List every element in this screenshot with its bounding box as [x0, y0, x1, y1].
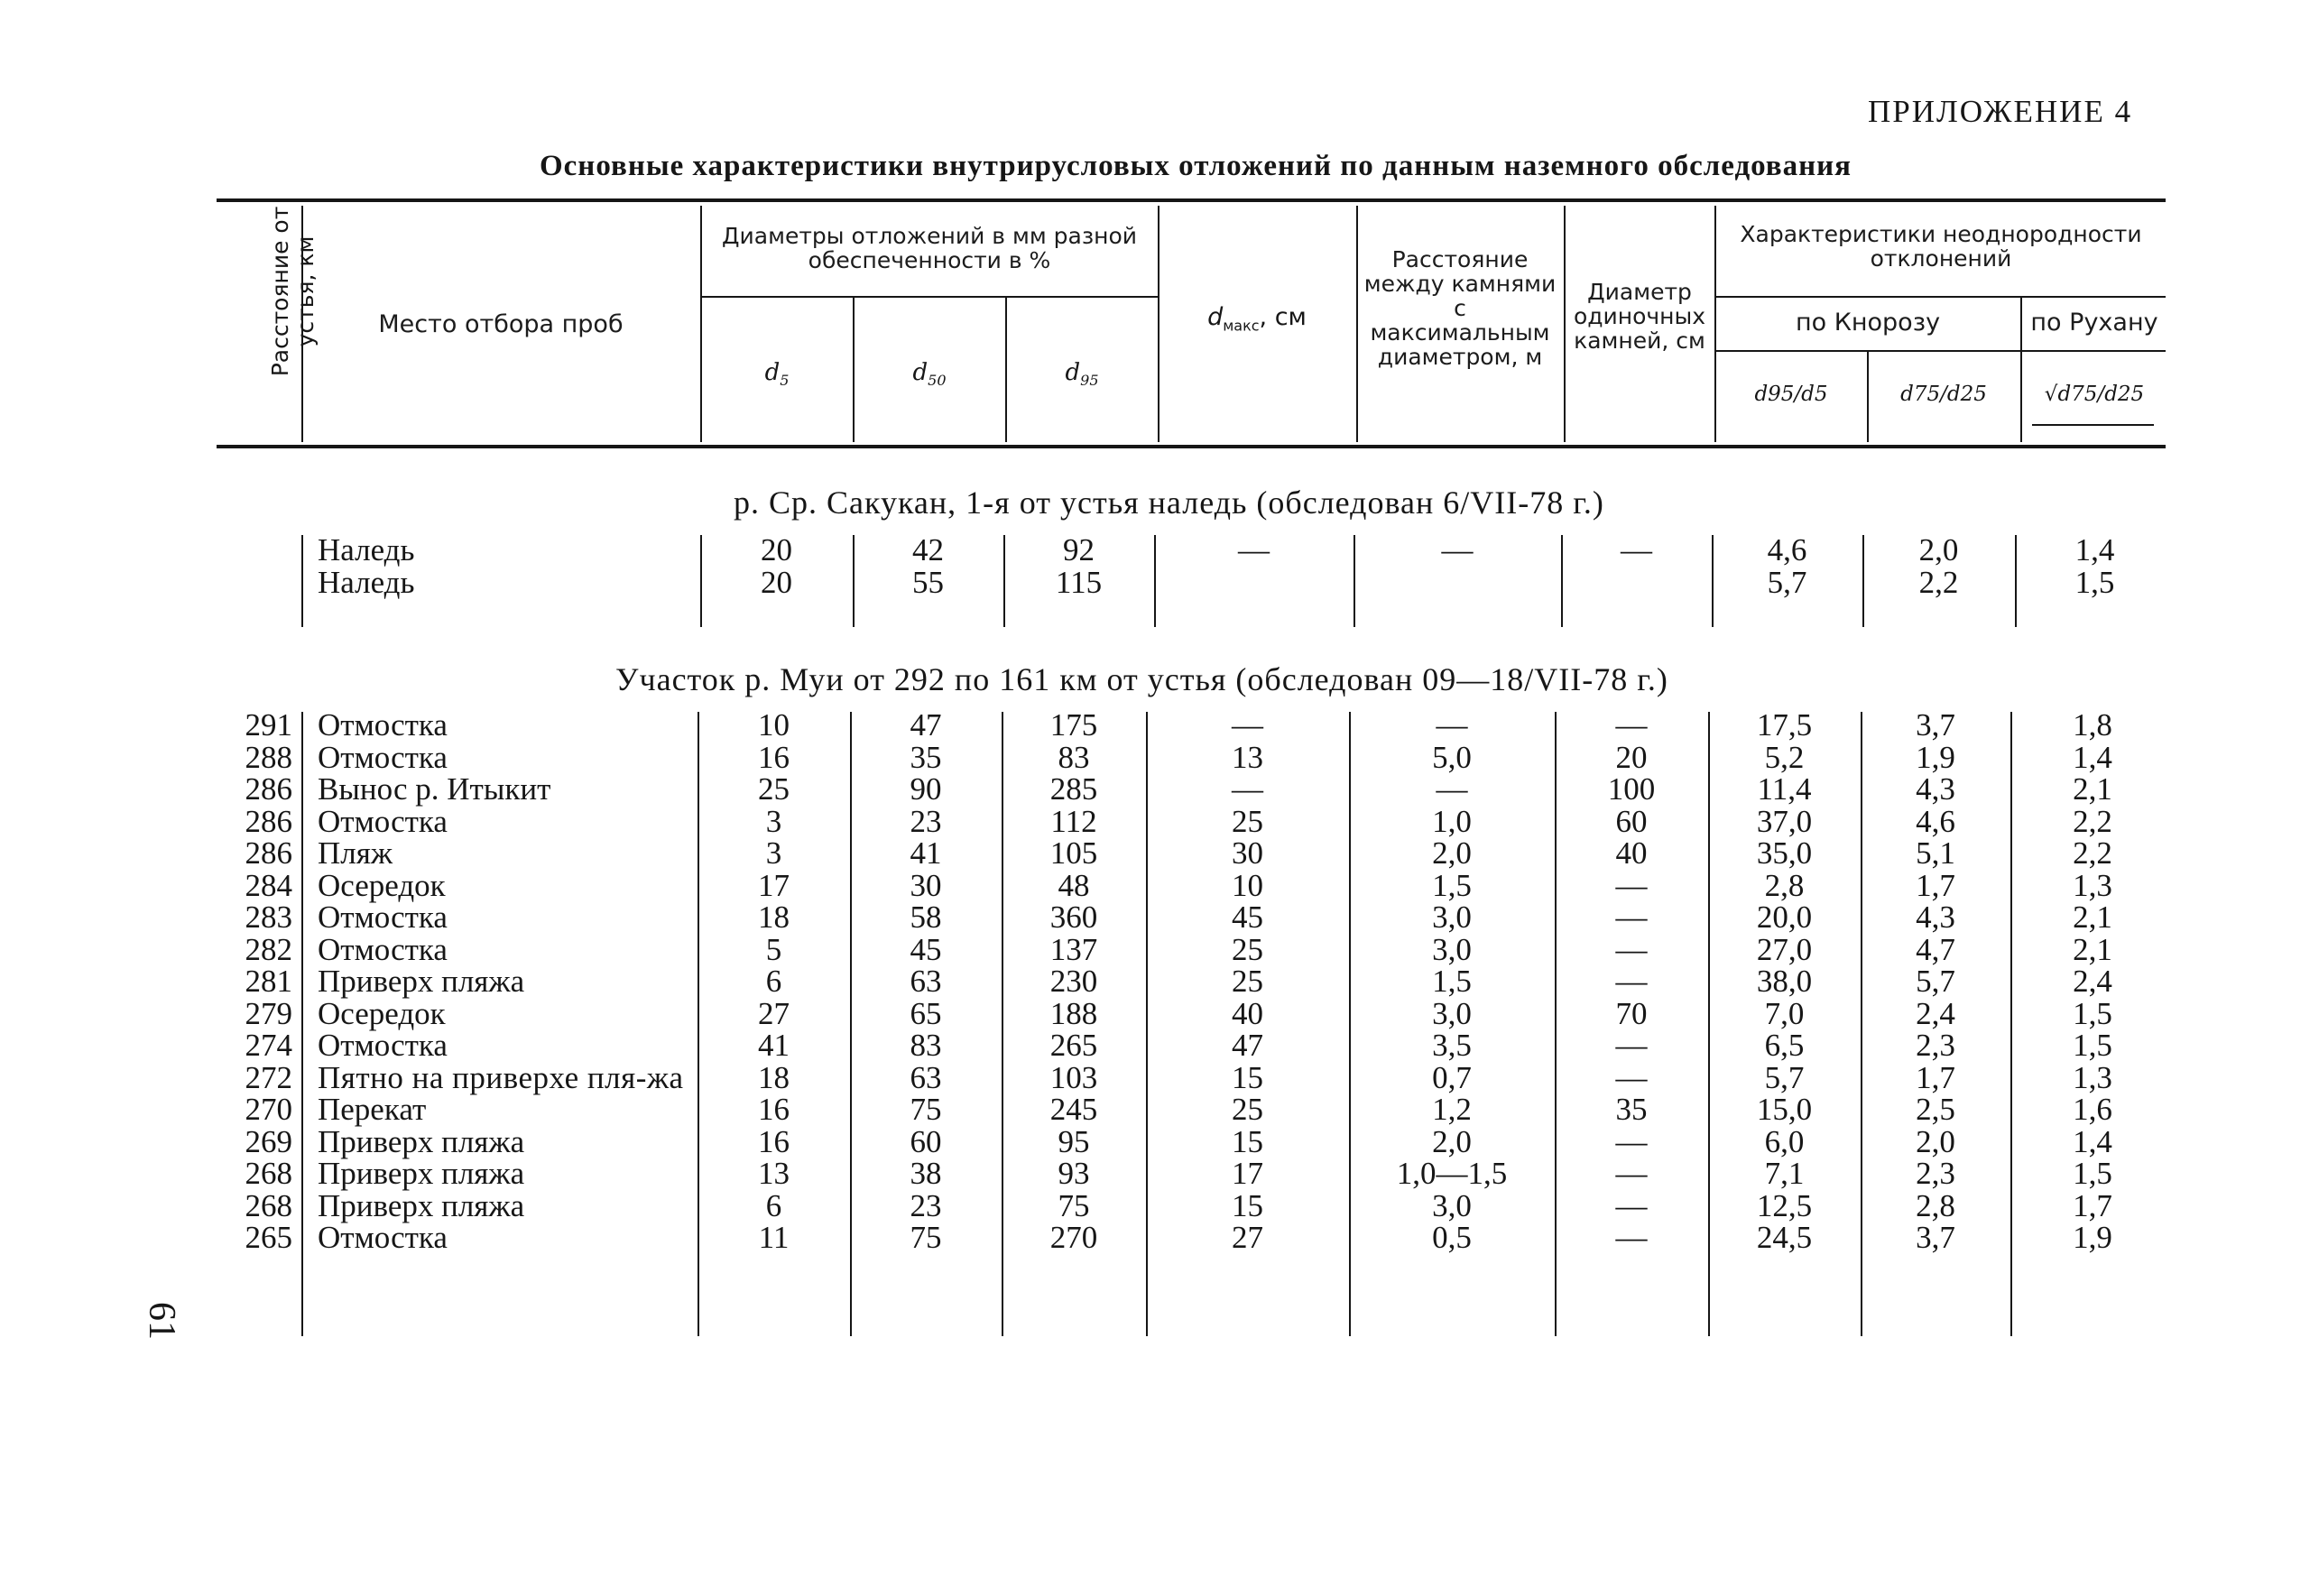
row-dmax: 30 [1232, 835, 1263, 871]
row-spacing: — [1436, 771, 1468, 807]
row-single-stones: — [1615, 1028, 1648, 1063]
row-d50: 75 [910, 1220, 942, 1255]
row-rukhan: 1,5 [2073, 995, 2112, 1031]
header-rukhan: по Рухану [2030, 309, 2158, 337]
row-knoroz-d75-d25: 4,7 [1916, 931, 1955, 967]
row-place: Перекат [318, 1092, 427, 1127]
row-d5: 13 [758, 1156, 790, 1191]
row-d50: 60 [910, 1123, 942, 1159]
row-single-stones: — [1621, 532, 1652, 567]
section-title-sakukan: р. Ср. Сакукан, 1-я от устья наледь (обследован 6/VII-78 г.) [734, 484, 1604, 521]
row-spacing: 1,0 [1432, 803, 1472, 839]
row-d95: 137 [1049, 931, 1098, 967]
row-d5: 18 [758, 899, 790, 935]
row-spacing: — [1436, 707, 1468, 743]
row-rukhan: 1,5 [2073, 1028, 2112, 1063]
row-knoroz-d75-d25: 4,3 [1916, 771, 1955, 807]
row-rukhan: 2,2 [2073, 835, 2112, 871]
row-rukhan: 1,4 [2074, 532, 2115, 567]
row-place: Приверх пляжа [318, 1156, 525, 1191]
header-divider [1158, 206, 1160, 442]
header-d50: $d_{50}$ [912, 359, 947, 390]
row-distance: 284 [245, 867, 292, 903]
row-dmax: 13 [1232, 739, 1263, 775]
table-row [208, 534, 2175, 567]
row-distance: 270 [245, 1092, 292, 1127]
row-d95: 105 [1049, 835, 1098, 871]
row-distance: 286 [245, 771, 292, 807]
header-divider [1714, 206, 1716, 442]
row-d5: 5 [765, 931, 782, 967]
row-d95: 103 [1049, 1059, 1098, 1095]
row-knoroz-d95-d5: 38,0 [1756, 964, 1813, 999]
row-dmax: — [1232, 771, 1263, 807]
row-distance: 286 [245, 803, 292, 839]
header-subrule [1714, 296, 2166, 298]
row-dmax: 15 [1232, 1123, 1263, 1159]
row-knoroz-d95-d5: 4,6 [1767, 532, 1807, 567]
row-d50: 63 [910, 1059, 942, 1095]
row-d95: 230 [1049, 964, 1098, 999]
row-knoroz-d75-d25: 3,7 [1916, 707, 1955, 743]
row-knoroz-d95-d5: 7,0 [1764, 995, 1805, 1031]
row-d95: 95 [1058, 1123, 1090, 1159]
row-d95: 83 [1058, 739, 1090, 775]
row-d5: 16 [758, 1092, 790, 1127]
row-d50: 38 [910, 1156, 942, 1191]
row-d95: 115 [1055, 564, 1103, 600]
row-knoroz-d95-d5: 24,5 [1756, 1220, 1813, 1255]
row-d95: 175 [1049, 707, 1098, 743]
row-single-stones: — [1615, 964, 1648, 999]
table-row [208, 870, 2175, 902]
row-distance: 281 [245, 964, 292, 999]
table-row [208, 934, 2175, 966]
row-knoroz-d95-d5: 27,0 [1756, 931, 1813, 967]
row-knoroz-d95-d5: 12,5 [1756, 1187, 1813, 1223]
row-knoroz-d95-d5: 6,0 [1764, 1123, 1805, 1159]
row-rukhan: 1,5 [2074, 564, 2115, 600]
row-d50: 90 [910, 771, 942, 807]
row-single-stones: 40 [1615, 835, 1648, 871]
row-d95: 285 [1049, 771, 1098, 807]
header-divider [2020, 298, 2022, 442]
row-d5: 3 [765, 803, 782, 839]
row-place: Отмостка [318, 707, 448, 743]
section2-table [208, 709, 2175, 1254]
row-distance: 291 [245, 707, 292, 743]
row-spacing: 1,0—1,5 [1396, 1156, 1508, 1191]
row-place: Отмостка [318, 1220, 448, 1255]
row-place: Приверх пляжа [318, 1187, 525, 1223]
row-spacing: 5,0 [1432, 739, 1472, 775]
header-top-rule [217, 198, 2166, 202]
row-place: Отмостка [318, 931, 448, 967]
document-title: Основные характеристики внутрирусловых отложений по данным наземного обследования [539, 150, 1852, 182]
section1-table [208, 534, 2175, 598]
row-spacing: 3,0 [1432, 995, 1472, 1031]
table-row [208, 709, 2175, 742]
row-knoroz-d95-d5: 11,4 [1757, 771, 1812, 807]
header-dmax: $d_{макс}$, см [1207, 303, 1307, 335]
header-divider [1356, 206, 1358, 442]
row-single-stones [1561, 567, 1712, 599]
row-dmax: 15 [1232, 1187, 1263, 1223]
row-dmax: 40 [1232, 995, 1263, 1031]
row-single-stones: — [1615, 1156, 1648, 1191]
row-knoroz-d75-d25: 2,3 [1916, 1156, 1955, 1191]
row-d5: 25 [758, 771, 790, 807]
row-spacing: 1,5 [1432, 867, 1472, 903]
row-d95: 112 [1050, 803, 1097, 839]
table-row [208, 742, 2175, 774]
row-d5: 18 [758, 1059, 790, 1095]
row-single-stones: 35 [1615, 1092, 1648, 1127]
row-d50: 45 [910, 931, 942, 967]
row-knoroz-d95-d5: 2,8 [1764, 867, 1805, 903]
row-single-stones: 70 [1615, 995, 1648, 1031]
row-dmax [1154, 567, 1354, 599]
row-place: Отмостка [318, 899, 448, 935]
table-row [208, 1190, 2175, 1222]
header-subrule [700, 296, 1158, 298]
row-knoroz-d75-d25: 2,8 [1916, 1187, 1955, 1223]
row-knoroz-d75-d25: 2,4 [1916, 995, 1955, 1031]
table-row [208, 965, 2175, 998]
header-place: Место отбора проб [378, 310, 624, 338]
row-knoroz-d95-d5: 35,0 [1756, 835, 1813, 871]
header-divider [1005, 298, 1007, 442]
row-distance: 272 [245, 1059, 292, 1095]
table-row [208, 773, 2175, 806]
row-single-stones: 60 [1615, 803, 1648, 839]
table-row [208, 1126, 2175, 1158]
row-spacing: 3,0 [1432, 931, 1472, 967]
row-knoroz-d95-d5: 5,2 [1764, 739, 1805, 775]
row-d50: 58 [910, 899, 942, 935]
row-place: Пляж [318, 835, 393, 871]
row-d5: 41 [758, 1028, 790, 1063]
row-single-stones: — [1615, 1059, 1648, 1095]
row-d5: 3 [765, 835, 782, 871]
row-spacing: — [1441, 532, 1474, 567]
row-place: Осередок [318, 995, 446, 1031]
row-d50: 23 [910, 1187, 942, 1223]
row-spacing: 3,0 [1432, 1187, 1472, 1223]
header-rukhan-sqrt: √d75/d25 [2044, 383, 2145, 406]
row-d5: 16 [758, 739, 790, 775]
row-distance: 268 [245, 1187, 292, 1223]
row-spacing: 3,0 [1432, 899, 1472, 935]
row-distance [208, 567, 301, 599]
row-knoroz-d75-d25: 3,7 [1916, 1220, 1955, 1255]
row-knoroz-d75-d25: 4,3 [1916, 899, 1955, 935]
row-knoroz-d75-d25: 4,6 [1916, 803, 1955, 839]
row-dmax: 25 [1232, 931, 1263, 967]
row-rukhan: 2,4 [2073, 964, 2112, 999]
row-d50: 47 [910, 707, 942, 743]
row-rukhan: 2,2 [2073, 803, 2112, 839]
row-d50: 65 [910, 995, 942, 1031]
row-knoroz-d75-d25: 2,0 [1916, 1123, 1955, 1159]
row-knoroz-d75-d25: 2,2 [1918, 564, 1959, 600]
row-single-stones: 100 [1607, 771, 1656, 807]
row-place: Отмостка [318, 803, 448, 839]
row-d5: 17 [758, 867, 790, 903]
row-spacing: 3,5 [1432, 1028, 1472, 1063]
row-knoroz-d75-d25: 5,1 [1916, 835, 1955, 871]
row-d5: 20 [761, 564, 792, 600]
row-single-stones: — [1615, 867, 1648, 903]
row-d50: 41 [910, 835, 942, 871]
table-row [208, 1222, 2175, 1254]
row-distance: 288 [245, 739, 292, 775]
row-knoroz-d75-d25: 1,7 [1916, 867, 1955, 903]
row-rukhan: 2,1 [2073, 931, 2112, 967]
row-rukhan: 1,8 [2073, 707, 2112, 743]
header-subrule [1714, 350, 2166, 352]
row-place: Отмостка [318, 1028, 448, 1063]
row-spacing: 2,0 [1432, 835, 1472, 871]
row-rukhan: 1,5 [2073, 1156, 2112, 1191]
row-d95: 188 [1049, 995, 1098, 1031]
row-dmax: 10 [1232, 867, 1263, 903]
row-d95: 270 [1049, 1220, 1098, 1255]
row-single-stones: — [1615, 899, 1648, 935]
row-rukhan: 1,6 [2073, 1092, 2112, 1127]
table-row [208, 567, 2175, 599]
row-d95: 75 [1058, 1187, 1090, 1223]
row-distance: 282 [245, 931, 292, 967]
row-knoroz-d95-d5: 15,0 [1756, 1092, 1813, 1127]
row-place: Приверх пляжа [318, 1123, 525, 1159]
row-dmax: 47 [1232, 1028, 1263, 1063]
table-row [208, 837, 2175, 870]
row-spacing [1354, 567, 1561, 599]
row-knoroz-d75-d25: 5,7 [1916, 964, 1955, 999]
row-knoroz-d75-d25: 1,7 [1916, 1059, 1955, 1095]
row-knoroz-d95-d5: 17,5 [1756, 707, 1813, 743]
row-knoroz-d95-d5: 20,0 [1756, 899, 1813, 935]
row-distance: 269 [245, 1123, 292, 1159]
section-title-muya: Участок р. Муи от 292 по 161 км от устья (обследован 09—18/VII-78 г.) [615, 661, 1668, 697]
row-rukhan: 1,3 [2073, 867, 2112, 903]
row-d95: 360 [1049, 899, 1098, 935]
row-knoroz-d95-d5: 5,7 [1764, 1059, 1805, 1095]
header-bottom-rule [217, 445, 2166, 448]
row-d50: 75 [910, 1092, 942, 1127]
row-knoroz-d95-d5: 37,0 [1756, 803, 1813, 839]
row-distance: 283 [245, 899, 292, 935]
row-rukhan: 1,9 [2073, 1220, 2112, 1255]
row-d50: 30 [910, 867, 942, 903]
row-d95: 245 [1049, 1092, 1098, 1127]
row-d50: 55 [912, 564, 944, 600]
row-rukhan: 2,1 [2073, 771, 2112, 807]
table-row [208, 1029, 2175, 1062]
row-d95: 93 [1058, 1156, 1090, 1191]
row-single-stones: — [1615, 931, 1648, 967]
row-d50: 63 [910, 964, 942, 999]
row-d5: 6 [765, 964, 782, 999]
row-distance: 274 [245, 1028, 292, 1063]
header-distance: Расстояние от устья, км [267, 206, 319, 377]
row-rukhan: 1,7 [2073, 1187, 2112, 1223]
page-number: 61 [141, 1302, 182, 1340]
table-row [208, 1062, 2175, 1094]
row-d5: 6 [765, 1187, 782, 1223]
header-divider [700, 206, 702, 442]
row-place: Приверх пляжа [318, 964, 525, 999]
header-single-stones: Диаметр одиночных камней, см [1573, 279, 1706, 354]
header-diameters-group: Диаметры отложений в мм разной обеспеченности в % [722, 223, 1137, 273]
row-distance: 268 [245, 1156, 292, 1191]
row-knoroz-d95-d5: 5,7 [1767, 564, 1807, 600]
row-rukhan: 1,3 [2073, 1059, 2112, 1095]
row-dmax: 25 [1232, 1092, 1263, 1127]
row-dmax: — [1238, 532, 1270, 567]
row-distance [208, 534, 301, 567]
row-dmax: 25 [1232, 803, 1263, 839]
row-d5: 10 [758, 707, 790, 743]
table-row [208, 806, 2175, 838]
row-dmax: 15 [1232, 1059, 1263, 1095]
row-d50: 35 [910, 739, 942, 775]
row-knoroz-d95-d5: 6,5 [1764, 1028, 1805, 1063]
row-place: Осередок [318, 867, 446, 903]
row-knoroz-d75-d25: 2,3 [1916, 1028, 1955, 1063]
appendix-label: ПРИЛОЖЕНИЕ 4 [1868, 94, 2133, 129]
row-dmax: 25 [1232, 964, 1263, 999]
header-d95: $d_{95}$ [1065, 359, 1099, 390]
header-subrule [2032, 424, 2154, 426]
header-divider [853, 298, 855, 442]
header-divider [1867, 352, 1869, 442]
header-divider [1564, 206, 1566, 442]
row-dmax: 27 [1232, 1220, 1263, 1255]
table-row [208, 998, 2175, 1030]
row-place: Отмостка [318, 739, 448, 775]
row-spacing: 0,5 [1432, 1220, 1472, 1255]
row-distance: 286 [245, 835, 292, 871]
row-single-stones: — [1615, 1187, 1648, 1223]
row-spacing: 2,0 [1432, 1123, 1472, 1159]
row-d50: 42 [912, 532, 944, 567]
row-rukhan: 2,1 [2073, 899, 2112, 935]
row-single-stones: — [1615, 707, 1648, 743]
header-d5: $d_5$ [764, 359, 790, 390]
row-spacing: 0,7 [1432, 1059, 1472, 1095]
row-d95: 265 [1049, 1028, 1098, 1063]
row-dmax: — [1232, 707, 1263, 743]
row-d50: 83 [910, 1028, 942, 1063]
row-dmax: 17 [1232, 1156, 1263, 1191]
row-d5: 20 [761, 532, 792, 567]
row-place: Пятно на приверхе пля-жа [318, 1059, 684, 1095]
header-knoroz-d75-d25: d75/d25 [1900, 383, 1987, 406]
header-heterogeneity-group: Характеристики неоднородности отклонений [1740, 221, 2142, 272]
row-spacing: 1,5 [1432, 964, 1472, 999]
row-d50: 23 [910, 803, 942, 839]
row-d5: 27 [758, 995, 790, 1031]
row-knoroz-d75-d25: 2,5 [1916, 1092, 1955, 1127]
table-row [208, 1158, 2175, 1190]
row-d5: 11 [758, 1220, 790, 1255]
table-row [208, 901, 2175, 934]
row-rukhan: 1,4 [2073, 1123, 2112, 1159]
row-d5: 16 [758, 1123, 790, 1159]
row-single-stones: — [1615, 1220, 1648, 1255]
row-place: Вынос р. Итыкит [318, 771, 551, 807]
row-distance: 279 [245, 995, 292, 1031]
row-knoroz-d75-d25: 1,9 [1916, 739, 1955, 775]
header-spacing: Расстояние между камнями с максимальным диаметром, м [1363, 246, 1557, 370]
header-knoroz: по Кнорозу [1795, 309, 1941, 337]
row-distance: 265 [245, 1220, 292, 1255]
row-dmax: 45 [1232, 899, 1263, 935]
row-knoroz-d75-d25: 2,0 [1918, 532, 1959, 567]
table-row [208, 1093, 2175, 1126]
row-single-stones: 20 [1615, 739, 1648, 775]
row-place: Наледь [318, 564, 415, 600]
row-knoroz-d95-d5: 7,1 [1764, 1156, 1805, 1191]
header-knoroz-d95-d5: d95/d5 [1754, 383, 1828, 406]
row-d95: 48 [1058, 867, 1090, 903]
row-spacing: 1,2 [1432, 1092, 1472, 1127]
row-place: Наледь [318, 532, 415, 567]
row-d95: 92 [1063, 532, 1095, 567]
row-rukhan: 1,4 [2073, 739, 2112, 775]
row-single-stones: — [1615, 1123, 1648, 1159]
